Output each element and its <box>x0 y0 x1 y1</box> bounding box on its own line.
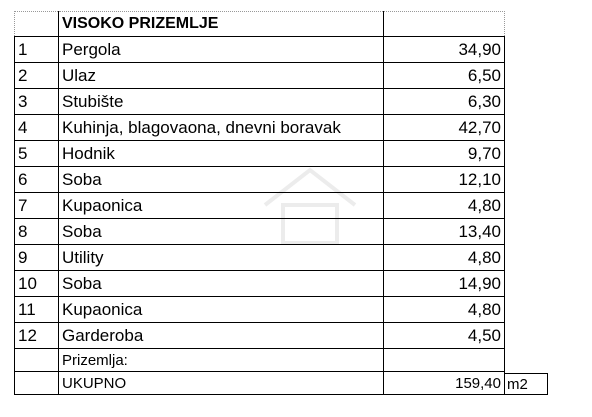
room-number: 6 <box>15 167 59 193</box>
room-name: Kupaonica <box>59 297 384 323</box>
room-number: 1 <box>15 37 59 63</box>
total-value: 159,40 <box>384 372 505 395</box>
room-area: 14,90 <box>384 271 505 297</box>
table-row <box>15 193 505 219</box>
room-name: Kuhinja, blagovaona, dnevni boravak <box>59 115 384 141</box>
room-area: 4,80 <box>384 245 505 271</box>
room-number: 7 <box>15 193 59 219</box>
room-area: 6,50 <box>384 63 505 89</box>
room-number: 11 <box>15 297 59 323</box>
total-label: UKUPNO <box>59 372 384 395</box>
room-name: Hodnik <box>59 141 384 167</box>
table-row <box>15 245 505 271</box>
room-area: 4,80 <box>384 297 505 323</box>
table-row <box>15 141 505 167</box>
room-number: 5 <box>15 141 59 167</box>
total-num-cell <box>15 372 59 395</box>
room-name: Utility <box>59 245 384 271</box>
table-row <box>15 323 505 349</box>
header-num-cell <box>15 12 59 37</box>
table-row <box>15 167 505 193</box>
room-area: 13,40 <box>384 219 505 245</box>
room-area: 9,70 <box>384 141 505 167</box>
subtotal-label: Prizemlja: <box>59 349 384 372</box>
room-number: 8 <box>15 219 59 245</box>
room-number: 9 <box>15 245 59 271</box>
room-number: 12 <box>15 323 59 349</box>
room-name: Garderoba <box>59 323 384 349</box>
room-name: Pergola <box>59 37 384 63</box>
subtotal-area-cell <box>384 349 505 372</box>
room-area: 34,90 <box>384 37 505 63</box>
room-area: 6,30 <box>384 89 505 115</box>
table-row <box>15 115 505 141</box>
room-area: 42,70 <box>384 115 505 141</box>
floor-title: VISOKO PRIZEMLJE <box>59 12 384 37</box>
total-row <box>15 372 505 395</box>
table-row <box>15 297 505 323</box>
subtotal-label-row <box>15 349 505 372</box>
table-row <box>15 37 505 63</box>
room-name: Kupaonica <box>59 193 384 219</box>
room-area: 4,50 <box>384 323 505 349</box>
table-row <box>15 271 505 297</box>
room-name: Stubište <box>59 89 384 115</box>
room-name: Soba <box>59 271 384 297</box>
room-number: 3 <box>15 89 59 115</box>
table-row <box>15 63 505 89</box>
room-number: 4 <box>15 115 59 141</box>
room-number: 10 <box>15 271 59 297</box>
table-row <box>15 219 505 245</box>
total-unit: m2 <box>504 373 548 395</box>
table-row <box>15 89 505 115</box>
room-area: 12,10 <box>384 167 505 193</box>
room-area-table <box>14 11 505 395</box>
table-header-row <box>15 12 505 37</box>
subtotal-num-cell <box>15 349 59 372</box>
room-area: 4,80 <box>384 193 505 219</box>
room-name: Soba <box>59 219 384 245</box>
room-name: Soba <box>59 167 384 193</box>
room-number: 2 <box>15 63 59 89</box>
room-name: Ulaz <box>59 63 384 89</box>
header-area-cell <box>384 12 505 37</box>
